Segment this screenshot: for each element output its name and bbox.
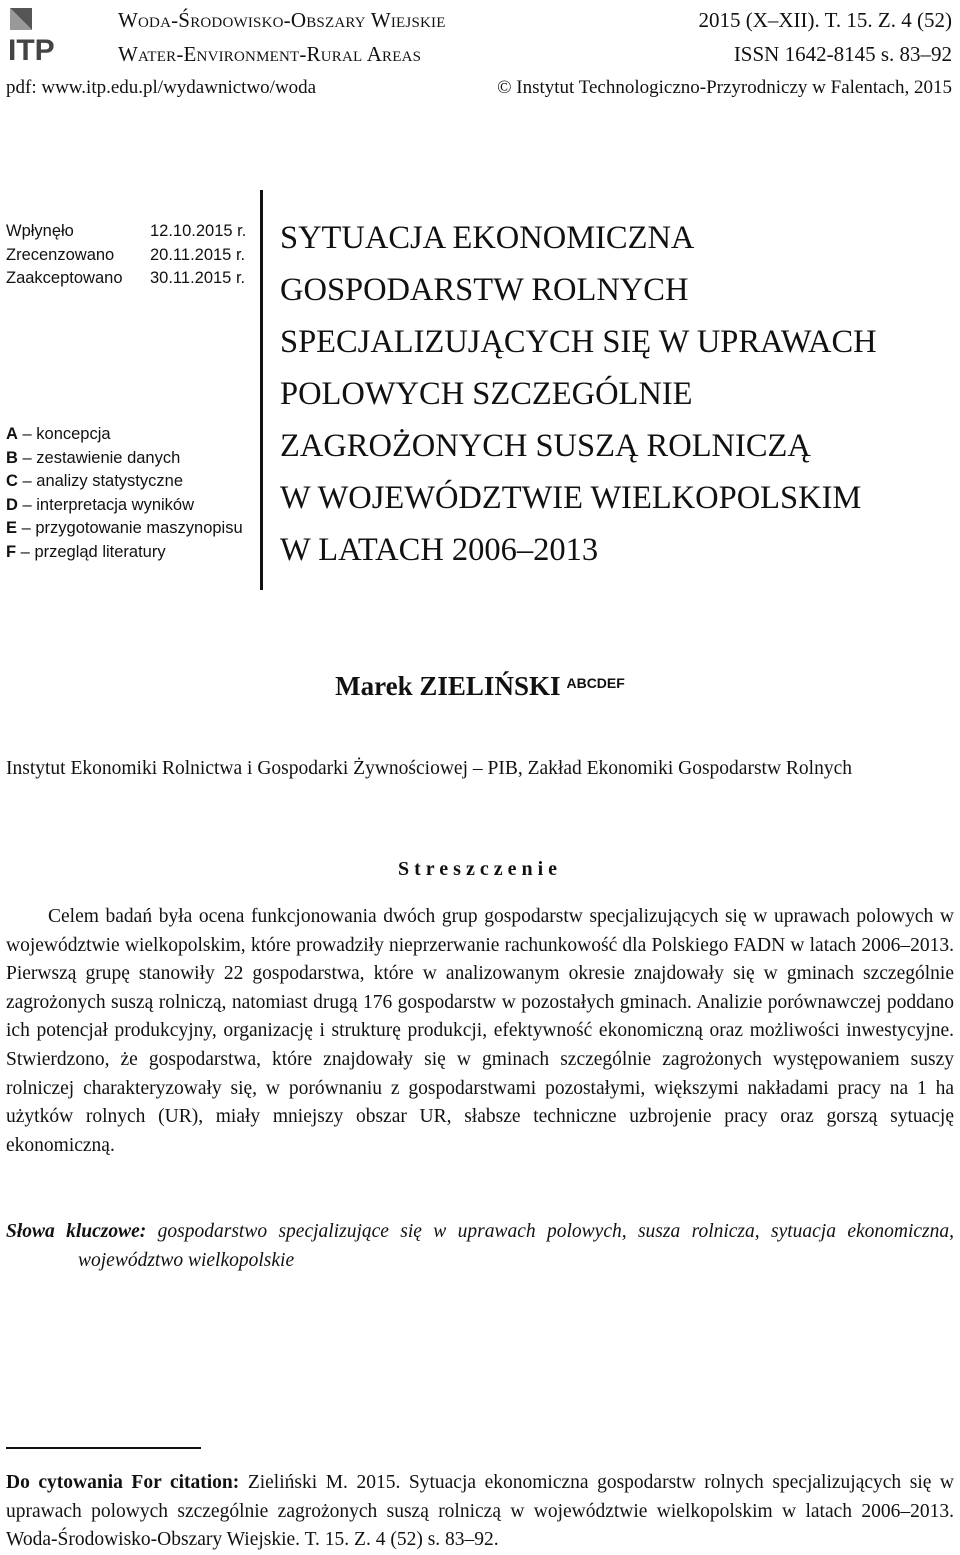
article-title <box>280 212 952 576</box>
contribution-item <box>6 447 243 471</box>
date-label: Zrecenzowano <box>6 245 115 264</box>
itp-logo <box>6 4 90 64</box>
contribution-letter: C <box>6 472 18 490</box>
date-label: Wpłynęło <box>6 222 74 240</box>
date-value: 30.11.2015 r. <box>150 269 246 287</box>
abstract-heading: Streszczenie <box>397 858 563 880</box>
citation-label: Do cytowania For citation: <box>6 1472 240 1493</box>
contribution-item <box>6 494 243 518</box>
contribution-text: – zestawienie danych <box>17 448 181 467</box>
contribution-item <box>6 423 243 447</box>
journal-title-pl: Woda-Środowisko-Obszary Wiejskie <box>118 8 446 32</box>
issue-info: 2015 (X–XII). T. 15. Z. 4 (52) <box>698 8 952 32</box>
copyright-line: © Instytut Technologiczno-Przyrodniczy w Falentach, 2015 <box>497 77 952 98</box>
keywords <box>6 1218 954 1275</box>
abstract-text: Celem badań była ocena funkcjonowania dwóch grup gospodarstw specjalizujących się w uprawach polowych w województwie wielkopolskim, które prowadziły nieprzerwanie rachunkowość dla Polskiego FADN w latach 2006–2013. Pierwszą grupę stanowiły 22 gospodarstwa, które w analizowanym okresie znajdowały się w gminach szczególnie zagrożonych suszą rolniczą, natomiast drugą 176 gospodarstw w pozostałych gminach. Analizie porównawczej poddano ich potencjał produkcyjny, organizację i strukturę produkcji, efektywność ekonomiczną oraz możliwości inwestycyjne. Stwierdzono, że gospodarstwa, które znajdowały się w gminach szczególnie zagrożonych występowaniem suszy rolniczej charakteryzowały się, w porównaniu z gospodarstwami pozostałymi, większymi nakładami pracy na 1 ha użytków rolnych (UR), miały mniejszy obszar UR, słabsze techniczne uzbrojenie pracy oraz gorszą sytuację ekonomiczną. <box>6 906 954 1156</box>
pdf-link[interactable]: pdf: www.itp.edu.pl/wydawnictwo/woda <box>6 77 317 98</box>
author <box>0 671 960 702</box>
contribution-text: – przygotowanie maszynopisu <box>17 519 243 537</box>
contribution-letter: B <box>6 448 18 467</box>
affiliation: Instytut Ekonomiki Rolnictwa i Gospodarki Żywnościowej – PIB, Zakład Ekonomiki Gospodarstw Rolnych <box>6 758 853 779</box>
date-row <box>6 267 246 291</box>
footnote-rule <box>6 1447 201 1449</box>
contribution-item <box>6 517 243 541</box>
logo-text: ITP <box>8 34 55 64</box>
keywords-text: gospodarstwo specjalizujące się w uprawach polowych, susza rolnicza, sytuacja ekonomiczna, województwo wielkopolskie <box>78 1221 955 1271</box>
abstract <box>6 903 954 1160</box>
title-line: ZAGROŻONYCH SUSZĄ ROLNICZĄ <box>280 428 811 464</box>
contribution-item <box>6 541 243 565</box>
date-row <box>6 220 246 244</box>
title-line: W LATACH 2006–2013 <box>280 532 599 568</box>
contribution-item <box>6 470 243 494</box>
contribution-letter: E <box>6 519 18 537</box>
title-line: SYTUACJA EKONOMICZNA <box>280 220 695 256</box>
keywords-label: Słowa kluczowe: <box>6 1221 147 1242</box>
title-line: SPECJALIZUJĄCYCH SIĘ W UPRAWACH <box>280 324 877 360</box>
journal-title-en: Water-Environment-Rural Areas <box>118 42 422 66</box>
date-value: 12.10.2015 r. <box>150 222 247 240</box>
contribution-text: – interpretacja wyników <box>17 495 194 514</box>
title-line: POLOWYCH SZCZEGÓLNIE <box>280 376 693 412</box>
citation <box>6 1469 954 1555</box>
author-contributions <box>6 423 243 564</box>
date-value: 20.11.2015 r. <box>150 245 246 264</box>
title-line: GOSPODARSTW ROLNYCH <box>280 272 689 308</box>
contribution-text: – koncepcja <box>17 425 111 443</box>
contribution-letter: D <box>6 495 18 514</box>
submission-dates <box>6 220 246 291</box>
author-name: Marek ZIELIŃSKI <box>335 671 561 701</box>
title-line: W WOJEWÓDZTWIE WIELKOPOLSKIM <box>280 480 862 516</box>
contribution-letter: F <box>6 542 17 561</box>
date-label: Zaakceptowano <box>6 269 123 287</box>
contribution-letter: A <box>6 425 18 443</box>
issn-pages: ISSN 1642-8145 s. 83–92 <box>733 42 952 66</box>
citation-text: Zieliński M. 2015. Sytuacja ekonomiczna gospodarstw rolnych specjalizujących się w uprawach polowych szczególnie zagrożonych suszą rolniczą w województwie wielkopolskim w latach 2006–2013. Woda-Środowisko-Obszary Wiejskie. T. 15. Z. 4 (52) s. 83–92. <box>6 1472 955 1551</box>
contribution-text: – analizy statystyczne <box>17 472 183 490</box>
vertical-divider <box>260 190 263 590</box>
author-roles: ABCDEF <box>566 675 625 691</box>
contribution-text: – przegląd literatury <box>16 542 166 561</box>
date-row <box>6 244 246 268</box>
